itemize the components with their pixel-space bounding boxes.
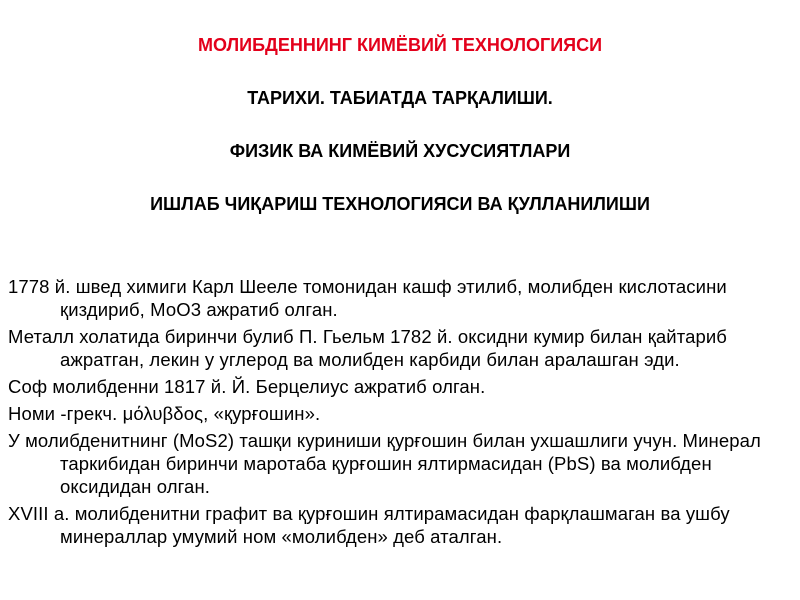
paragraph-pure-molybdenum: Соф молибденни 1817 й. Й. Берцелиус ажратиб олган. xyxy=(8,376,486,397)
paragraph-discovery: 1778 й. швед химиги Карл Шееле томонидан кашф этилиб, молибден кислотасини қиздириб, МоО3 ажратиб олган. xyxy=(8,276,727,320)
subtitle-history: ТАРИХИ. ТАБИАТДА ТАРҚАЛИШИ. xyxy=(247,88,553,108)
paragraph-metal-isolation: Металл холатида биринчи булиб П. Гьельм 1782 й. оксидни кумир билан қайтариб ажратган, лекин у углерод ва молибден карбиди билан аралашган эди. xyxy=(8,326,728,370)
slide-title: МОЛИБДЕННИНГ КИМЁВИЙ ТЕХНОЛОГИЯСИ xyxy=(197,35,603,55)
paragraph-molybdenite: У молибденитнинг (MoS2) ташқи куриниши қурғошин билан ухшашлиги учун. Минерал таркибидан биринчи маротаба қурғошин ялтирмасидан (PbS) ва молибден оксидидан олган. xyxy=(8,430,761,497)
paragraph-name-origin: Номи -грекч. μόλυβδος, «қурғошин». xyxy=(8,403,321,424)
slide-header xyxy=(0,34,800,215)
subtitle-properties: ФИЗИК ВА КИМЁВИЙ ХУСУСИЯТЛАРИ xyxy=(229,141,571,161)
paragraph-eighteenth-century: XVIII а. молибденитни графит ва қурғошин ялтирамасидан фарқлашмаган ва ушбу минераллар умумий ном «молибден» деб аталган. xyxy=(8,503,730,547)
subtitle-production: ИШЛАБ ЧИҚАРИШ ТЕХНОЛОГИЯСИ ВА ҚУЛЛАНИЛИШИ xyxy=(150,194,650,214)
body-text xyxy=(8,275,792,552)
